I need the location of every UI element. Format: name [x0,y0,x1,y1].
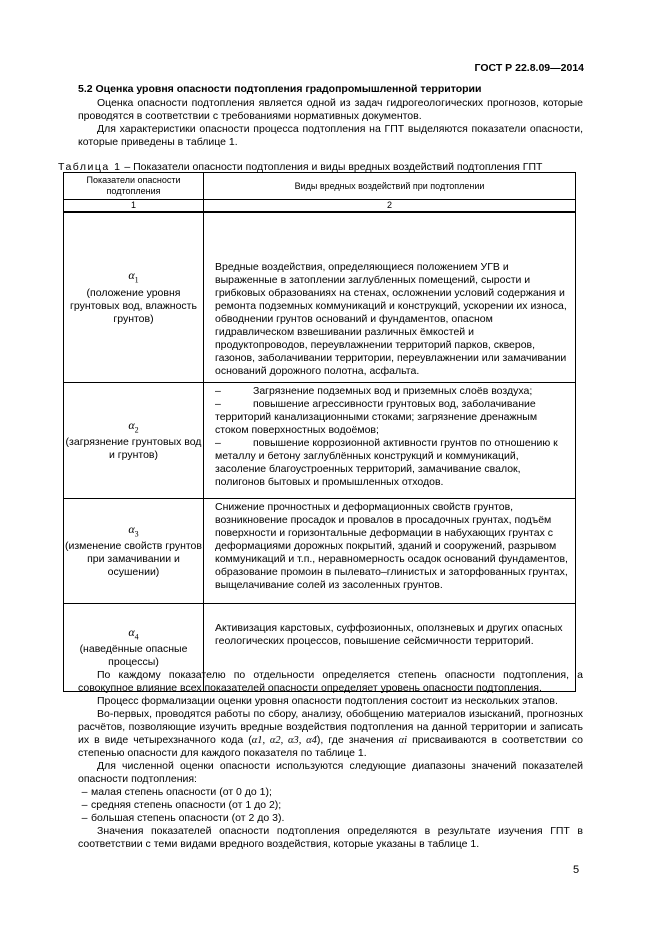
indicator-label: (положение уровня грунтовых вод, влажность грунтов) [70,286,197,325]
indicator-cell [64,212,204,383]
indicator-symbol: $\alpha_3$ [128,521,139,539]
indicator-label: (изменение свойств грунтов при замачивании и осушении) [65,540,202,579]
list-item: – повышение агрессивности грунтовых вод, заболачивание территорий канализационными стоками; загрязнение дренажным стоком поверхностных водоёмов; [215,398,538,436]
page-number: 5 [573,864,580,876]
indicator-cell [64,499,204,604]
body-paragraph-1: По каждому показателю по отдельности определяется степень опасности подтопления, а совокупное влияние всех показателей опасности определяет уровень опасности подтопления. [78,669,583,694]
list-item: – средняя степень опасности (от 1 до 2); [81,799,282,811]
impact-cell: Снижение прочностных и деформационных свойств грунтов, возникновение просадок и провалов в просадочных грунтах, подъём поверхности и горизонтальные деформации в набухающих грунтах с деформациями дорожных покрытий, зданий и сооружений, разрывом коммуникаций и т.п., неравномерность осадок оснований фундаментов, образование промоин в пылевато–глинистых и заторфованных грунтах, выщелачивание солей из засоленных грунтов. [204,499,576,604]
list-item: – Загрязнение подземных вод и приземных слоёв воздуха; [215,385,533,397]
indicator-label: (загрязнение грунтовых вод и грунтов) [65,436,202,462]
intro-paragraph-2: Для характеристики опасности процесса подтопления на ГПТ выделяются показатели опасности, которые приведены в таблице 1. [78,123,583,148]
list-item: – повышение коррозионной активности грунтов по отношению к металлу и бетону заглублённых конструкций и коммуникаций, засоление благоустроенных территорий, замачивание свалок, полигонов бытовых и промышленных отходов. [215,437,558,488]
impact-cell: Активизация карстовых, суффозионных, оползневых и других опасных геологических процессов, повышение сейсмичности территорий. [204,604,576,692]
impact-cell: Вредные воздействия, определяющиеся положением УГВ и выраженные в затоплении заглубленных помещений, сырости и грибковых образованиях на стенах, осложнении условий содержания и ремонта подземных коммуникаций и конструкций, ускорении их износа, обводнении грунтов оснований и фундаментов, опасном гидравлическом взвешивании различных ёмкостей и продуктопроводов, переувлажнении территорий парков, скверов, газонов, заболачивании территории, переувлажнении или замачивании оснований дорожного полотна, асфальта. [204,212,576,383]
document-header: ГОСТ Р 22.8.09—2014 [474,62,584,74]
body-paragraph-3: Во-первых, проводятся работы по сбору, анализу, обобщению материалов изысканий, прогнозных расчётов, позволяющие изучить вредные воздействия подтопления на данной территории и записать их в виде четырехзначного кода (α1, α2, α3, α4), где значения αi присваиваются в соответствии со степенью опасности для каждого показателя по таблице 1. [78,708,584,759]
indicator-label: (наведённые опасные процессы) [79,643,188,669]
body-paragraph-2: Процесс формализации оценки уровня опасности подтопления состоит из нескольких этапов. [97,695,558,707]
code-formula: α1, α2, α3, α4 [251,735,317,746]
table-caption-text: – Показатели опасности подтопления и виды вредных воздействий подтопления ГПТ [121,161,543,173]
indicator-cell [64,383,204,499]
table-header-row [64,173,576,200]
table-caption-label: Таблица 1 [58,161,122,173]
table-row [64,499,576,604]
alpha-i-symbol: αi [398,735,408,746]
section-title: 5.2 Оценка уровня опасности подтопления градопромышленной территории [78,83,482,95]
indicator-symbol: $\alpha_1$ [128,268,139,285]
table-row [64,212,576,383]
impact-cell [204,383,576,499]
intro-paragraph-1: Оценка опасности подтопления является одной из задач гидрогеологических прогнозов, которые проводятся в соответствии с требованиями нормативных документов. [78,97,583,122]
list-item: – большая степень опасности (от 2 до 3). [81,812,285,824]
body-paragraph-5: Значения показателей опасности подтопления определяются в результате изучения ГПТ в соответствии с теми видами вредного воздействия, которые указаны в таблице 1. [78,825,583,850]
indicator-symbol: $\alpha_2$ [128,417,139,435]
list-item: – малая степень опасности (от 0 до 1); [81,786,272,798]
hazard-range-list [78,786,284,825]
table-number-row [64,200,576,213]
col-header-indicators: Показатели опасности подтопления [64,173,204,200]
hazard-table [63,172,576,692]
indicator-symbol: $\alpha_4$ [128,624,139,642]
col-number-1: 1 [64,200,204,213]
body-paragraph-4: Для численной оценки опасности используются следующие диапазоны значений показателей опасности подтопления: [78,760,583,785]
col-number-2: 2 [204,200,576,213]
col-header-impacts: Виды вредных воздействий при подтоплении [204,173,576,200]
table-row [64,383,576,499]
